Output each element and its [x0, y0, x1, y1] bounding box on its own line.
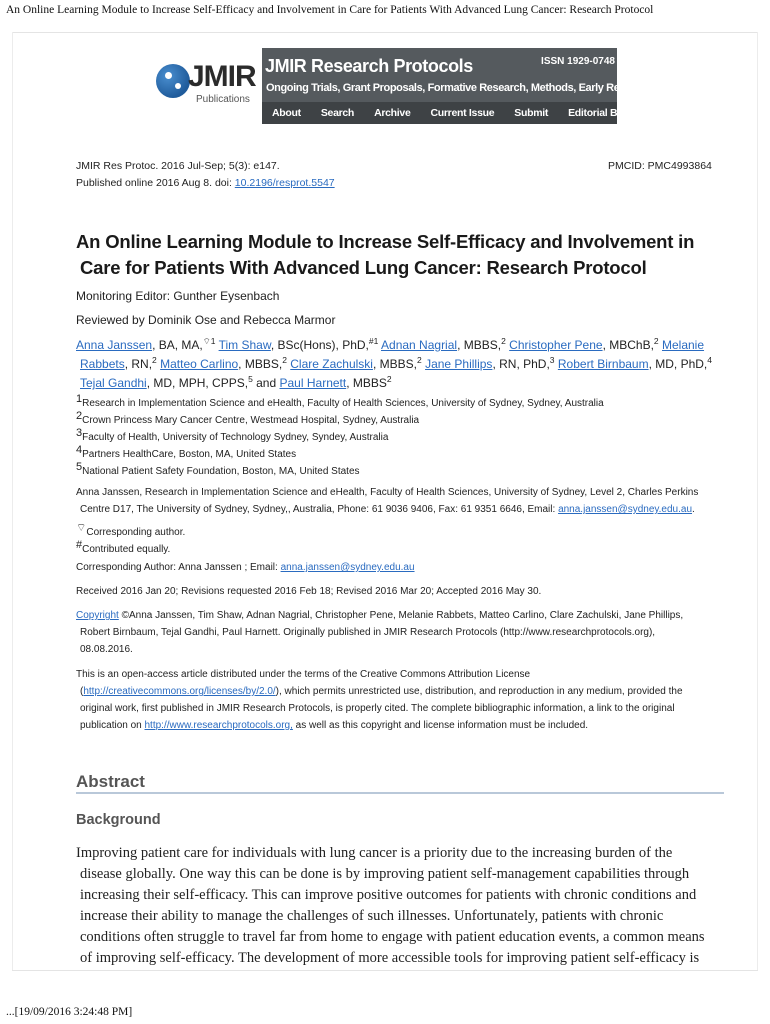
- author-sup: 2: [282, 355, 287, 365]
- journal-site-link[interactable]: http://www.researchprotocols.org,: [144, 720, 293, 731]
- published-line: [76, 177, 335, 189]
- author-degree: , MD, PhD,: [648, 357, 708, 371]
- author-degree: , MBChB,: [602, 338, 654, 352]
- author-sup: 4: [707, 355, 713, 365]
- author-sup: ⌔1: [202, 336, 216, 346]
- email-link[interactable]: anna.janssen@sydney.edu.au: [558, 504, 693, 515]
- journal-banner: [150, 48, 644, 124]
- body-line: of improving self-efficacy. The development of more accessible tools for improving patient self-efficacy is: [80, 950, 700, 966]
- author-line: [76, 374, 726, 393]
- contributed-symbol: #: [76, 539, 83, 551]
- affiliation-text: Research in Implementation Science and eHealth, Faculty of Health Sciences, University of Sydney, Sydney, Australia: [82, 398, 604, 409]
- license-text: as well as this copyright and license information must be included.: [292, 720, 589, 731]
- author-degree: , MBBS,: [238, 357, 283, 371]
- abstract-heading: Abstract: [76, 772, 145, 791]
- author-degree: , MD, MPH, CPPS,: [146, 376, 249, 390]
- affiliation-number: 2: [76, 410, 83, 422]
- affiliation-4: [76, 444, 297, 460]
- body-line: conditions often struggle to travel far from home to engage with patient education events, a common means: [80, 929, 705, 945]
- address-text: Centre D17, The University of Sydney, Sydney,, Australia, Phone: 61 9036 9406, Fax: 61 9351 6646, Email:: [80, 504, 559, 515]
- copyright-line-1: [76, 610, 683, 621]
- article-title: [76, 229, 726, 281]
- author-link[interactable]: Christopher Pene: [509, 338, 603, 352]
- author-link[interactable]: Adnan Nagrial: [381, 338, 458, 352]
- copyright-line-2: Robert Birnbaum, Tejal Gandhi, Paul Harnett. Originally published in JMIR Research Protocols (http://www.researchprotocols.org),: [80, 627, 656, 638]
- nav-search[interactable]: Search: [320, 107, 355, 119]
- author-line: [76, 355, 726, 374]
- body-line: increasing their self-efficacy. This can improve positive outcomes for patients with chronic conditions and: [80, 887, 697, 903]
- license-text: (: [80, 686, 84, 697]
- author-link[interactable]: Jane Phillips: [425, 357, 493, 371]
- monitoring-editor: Monitoring Editor: Gunther Eysenbach: [76, 289, 280, 303]
- author-sup: 2: [653, 336, 659, 346]
- nav-archive[interactable]: Archive: [374, 107, 411, 119]
- author-degree: , MBBS: [346, 376, 387, 390]
- affiliation-1: [76, 393, 604, 409]
- author-line: [76, 336, 726, 355]
- abstract-divider: [76, 792, 724, 794]
- author-degree: , BA, MA,: [152, 338, 203, 352]
- author-sup: 2: [416, 355, 422, 365]
- body-line: increase their ability to manage the challenges of such illnesses. Unfortunately, patients with chronic: [80, 908, 664, 924]
- banner-main: [262, 48, 644, 124]
- author-link[interactable]: Tejal Gandhi: [80, 376, 147, 390]
- note-text: Contributed equally.: [82, 544, 171, 555]
- affiliation-number: 1: [76, 393, 83, 405]
- author-link[interactable]: Melanie: [662, 338, 705, 352]
- frame-border-bottom: [12, 970, 758, 971]
- corresponding-symbol: ⌔: [76, 522, 87, 534]
- affiliation-number: 3: [76, 427, 83, 439]
- license-text: publication on: [80, 720, 145, 731]
- author-degree: , RN, PhD,: [492, 357, 550, 371]
- license-line-1: This is an open-access article distributed under the terms of the Creative Commons Attribution License: [76, 669, 531, 680]
- author-sup: #1: [368, 336, 379, 346]
- author-sup: 3: [549, 355, 555, 365]
- citation: JMIR Res Protoc. 2016 Jul-Sep; 5(3): e147.: [76, 160, 280, 172]
- author-sup: 2: [386, 374, 392, 384]
- author-and: and: [252, 376, 280, 390]
- license-link[interactable]: http://creativecommons.org/licenses/by/2.0/: [83, 686, 276, 697]
- background-paragraph: [76, 843, 726, 969]
- background-heading: Background: [76, 812, 161, 828]
- copyright-line-3: 08.08.2016.: [80, 644, 133, 655]
- logo-subtitle: Publications: [196, 94, 250, 105]
- author-list: [76, 336, 726, 393]
- affiliation-number: 5: [76, 461, 83, 473]
- affiliation-text: Faculty of Health, University of Technology Sydney, Syndey, Australia: [82, 432, 389, 443]
- journal-tagline: Ongoing Trials, Grant Proposals, Formative Research, Methods, Early Results: [266, 82, 644, 94]
- issn: ISSN 1929-0748: [541, 56, 615, 67]
- reviewers: Reviewed by Dominik Ose and Rebecca Marmor: [76, 313, 336, 327]
- frame-border-right: [757, 32, 758, 970]
- corresponding-address-line-2: [76, 504, 695, 515]
- pmcid: PMCID: PMC4993864: [608, 160, 712, 172]
- frame-border-left: [12, 32, 13, 970]
- author-degree: , MBBS,: [457, 338, 502, 352]
- period: .: [692, 504, 695, 515]
- author-sup: 2: [152, 355, 157, 365]
- body-line: Improving patient care for individuals with lung cancer is a priority due to the increasing burden of the: [76, 845, 673, 861]
- published-prefix: Published online 2016 Aug 8. doi:: [76, 177, 235, 189]
- author-link[interactable]: Robert Birnbaum: [557, 357, 649, 371]
- jmir-logo[interactable]: [150, 48, 262, 124]
- corresponding-note: [76, 522, 186, 538]
- affiliation-5: [76, 461, 360, 477]
- author-degree: , RN,: [124, 357, 153, 371]
- note-text: Corresponding author.: [86, 527, 186, 538]
- nav-editorial-board[interactable]: Editorial Board: [568, 107, 639, 119]
- author-link[interactable]: Matteo Carlino: [160, 357, 239, 371]
- page-footer: ...[19/09/2016 3:24:48 PM]: [6, 1006, 133, 1018]
- license-line-3: original work, first published in JMIR Research Protocols, is properly cited. The complete bibliographic information, a link to the original: [80, 703, 675, 714]
- nav-submit[interactable]: Submit: [514, 107, 549, 119]
- nav-about[interactable]: About: [272, 107, 301, 119]
- author-sup: 5: [248, 374, 253, 384]
- journal-name: JMIR Research Protocols: [265, 56, 473, 76]
- logo-text: JMIR: [188, 60, 256, 93]
- title-line-2: Care for Patients With Advanced Lung Cancer: Research Protocol: [80, 257, 647, 278]
- author-link[interactable]: Anna Janssen: [76, 338, 153, 352]
- affiliation-text: National Patient Safety Foundation, Boston, MA, United States: [82, 466, 360, 477]
- author-link[interactable]: Paul Harnett: [279, 376, 347, 390]
- author-link[interactable]: Clare Zachulski: [290, 357, 373, 371]
- corresponding-prefix: Corresponding Author: Anna Janssen ; Email:: [76, 562, 281, 573]
- page-header-title: An Online Learning Module to Increase Self-Efficacy and Involvement in Care for Patients With Advanced Lung Cancer: Research Protocol: [6, 4, 654, 16]
- author-link[interactable]: Tim Shaw: [218, 338, 271, 352]
- contributed-note: [76, 539, 171, 555]
- author-degree: , MBBS,: [372, 357, 417, 371]
- license-line-4: [76, 720, 588, 731]
- title-line-1: An Online Learning Module to Increase Self-Efficacy and Involvement in: [76, 231, 695, 252]
- copyright-link[interactable]: Copyright: [76, 610, 119, 621]
- license-text: ), which permits unrestricted use, distribution, and reproduction in any medium, provided the: [275, 686, 683, 697]
- author-sup: 2: [501, 336, 506, 346]
- affiliation-number: 4: [76, 444, 83, 456]
- banner-nav: [262, 102, 639, 124]
- author-link[interactable]: Rabbets: [80, 357, 125, 371]
- doi-link[interactable]: 10.2196/resprot.5547: [234, 177, 335, 189]
- affiliation-text: Crown Princess Mary Cancer Centre, Westmead Hospital, Sydney, Australia: [82, 415, 420, 426]
- corresponding-address-line-1: Anna Janssen, Research in Implementation Science and eHealth, Faculty of Health Sciences, University of Sydney, Level 2, Charles Perkins: [76, 487, 699, 498]
- affiliation-text: Partners HealthCare, Boston, MA, United States: [82, 449, 297, 460]
- nav-current-issue[interactable]: Current Issue: [430, 107, 495, 119]
- affiliation-2: [76, 410, 420, 426]
- copyright-text: ©Anna Janssen, Tim Shaw, Adnan Nagrial, Christopher Pene, Melanie Rabbets, Matteo Carlino, Clare Zachulski, Jane Phillips,: [118, 610, 684, 621]
- author-degree: , BSc(Hons), PhD,: [270, 338, 369, 352]
- body-line: disease globally. One way this can be done is by improving patient self-management capabilities through: [80, 866, 690, 882]
- article-dates: Received 2016 Jan 20; Revisions requested 2016 Feb 18; Revised 2016 Mar 20; Accepted 2016 May 30.: [76, 586, 542, 597]
- frame-border-top: [12, 32, 758, 33]
- license-line-2: [76, 686, 683, 697]
- globe-icon: [156, 64, 190, 98]
- affiliation-3: [76, 427, 389, 443]
- corresponding-author-line: [76, 562, 415, 573]
- email-link[interactable]: anna.janssen@sydney.edu.au: [280, 562, 415, 573]
